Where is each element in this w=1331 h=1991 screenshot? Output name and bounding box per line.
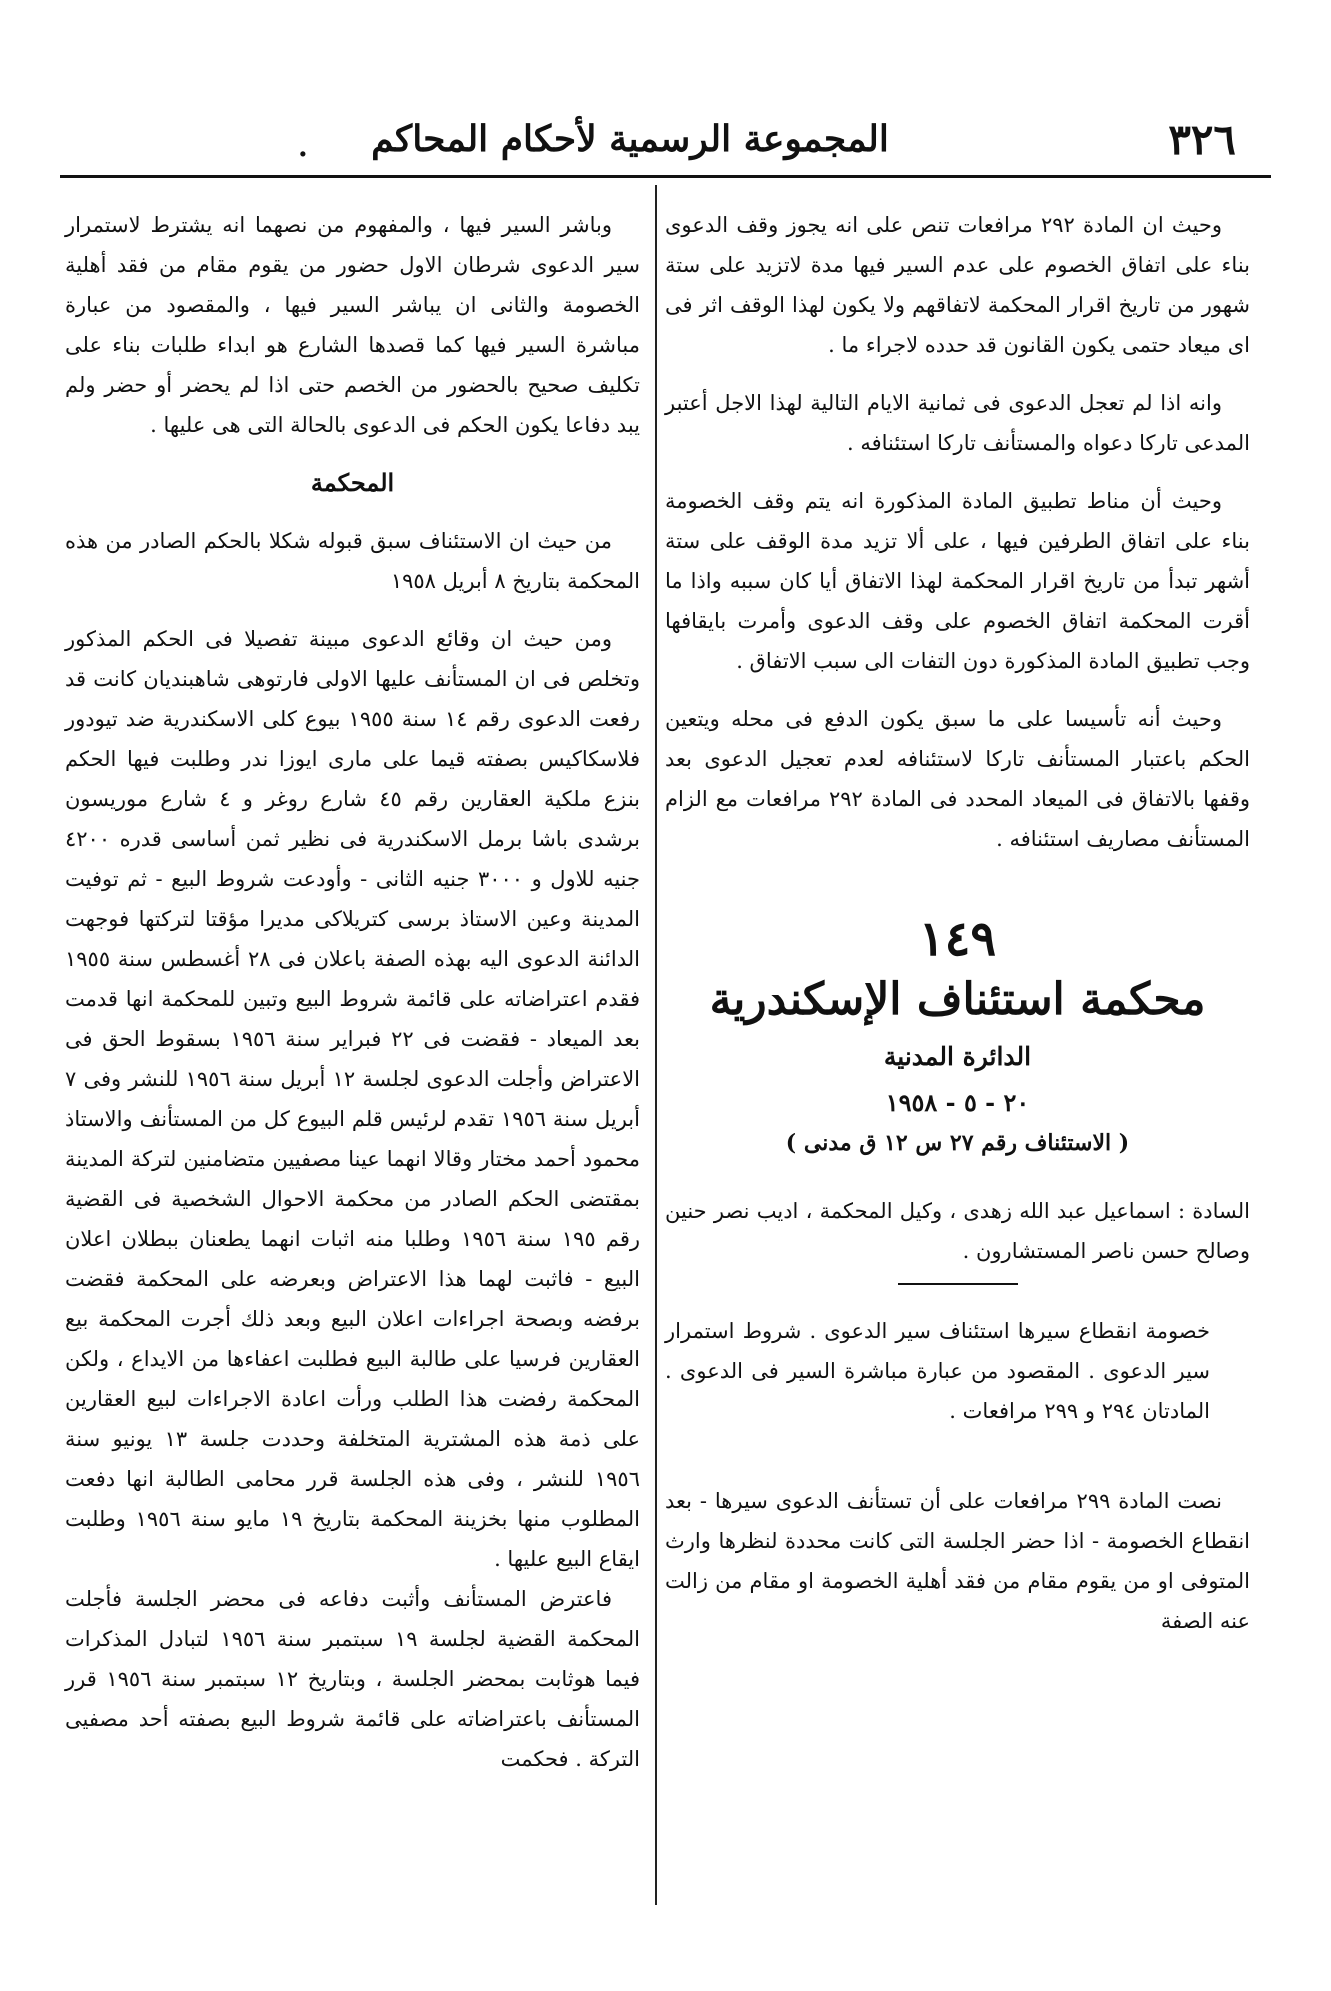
judges-list: السادة : اسماعيل عبد الله زهدى ، وكيل المحكمة ، اديب نصر حنين وصالح حسن ناصر المستشارون . bbox=[665, 1199, 1250, 1263]
circuit-name: الدائرة المدنية bbox=[883, 1042, 1032, 1071]
right-column bbox=[665, 205, 1250, 1659]
appeal-reference: ( الاستئناف رقم ٢٧ س ١٢ ق مدنى ) bbox=[785, 1130, 1130, 1156]
column-divider bbox=[655, 185, 657, 1905]
case-number: ١٤٩ bbox=[918, 911, 997, 967]
paragraph: وحيث أنه تأسيسا على ما سبق يكون الدفع فى محله ويتعين الحكم باعتبار المستأنف تاركا لاستئنافه لعدم تعجيل الدعوى بعد وقفها بالاتفاق فى الميعاد المحدد فى المادة ٢٩٢ مرافعات مع الزام المستأنف مصاريف استئنافه . bbox=[665, 707, 1250, 851]
header-dot: . bbox=[298, 130, 308, 163]
paragraph: وحيث ان المادة ٢٩٢ مرافعات تنص على انه يجوز وقف الدعوى بناء على اتفاق الخصوم على عدم السير فيها مدة لاتزيد على ستة شهور من تاريخ اقرار المحكمة لاتفاقهم ولا يكون لهذا الوقف اثر فى اى ميعاد حتمى يكون القانون قد حدده لاجراء ما . bbox=[665, 213, 1250, 357]
paragraph: ومن حيث ان وقائع الدعوى مبينة تفصيلا فى الحكم المذكور وتخلص فى ان المستأنف عليها الاولى فارتوهى شاهبنديان كانت قد رفعت الدعوى رقم ١٤ سنة ١٩٥٥ بيوع كلى الاسكندرية ضد تيودور فلاسكاكيس بصفته قيما على مارى ايوزا ندر وطلبت فيها الحكم بنزع ملكية العقارين رقم ٤٥ شارع روغر و ٤ شارع موريسون برشدى باشا برمل الاسكندرية فى نظير ثمن أساسى قدره ٤٢٠٠ جنيه للاول و ٣٠٠٠ جنيه الثانى - وأودعت شروط البيع - ثم توفيت المدينة وعين الاستاذ برسى كتريلاكى مديرا مؤقتا لتركتها فوجهت الدائنة الدعوى اليه بهذه الصفة باعلان فى ٢٨ أغسطس سنة ١٩٥٥ فقدم اعتراضاته على قائمة شروط البيع وتبين للمحكمة انها قدمت بعد الميعاد - فقضت فى ٢٢ فبراير سنة ١٩٥٦ بسقوط الحق فى الاعتراض وأجلت الدعوى لجلسة ١٢ أبريل سنة ١٩٥٦ للنشر وفى ٧ أبريل سنة ١٩٥٦ تقدم لرئيس قلم البيوع كل من المستأنف والاستاذ محمود أحمد مختار وقالا انهما عينا مصفيين متضامنين لتركة المدينة بمقتضى الحكم الصادر من محكمة الاحوال الشخصية فى القضية رقم ١٩٥ سنة ١٩٥٦ وطلبا منه اثبات انهما يطعنان ببطلان اعلان البيع - فاثبت لهما هذا الاعتراض وبعرضه على المحكمة فقضت برفضه وبصحة اجراءات اعلان البيع وبعد ذلك أجرت المحكمة بيع العقارين فرسيا على طالبة البيع فطلبت اعفاءها من الايداع ، ولكن المحكمة رفضت هذا الطلب ورأت اعادة الاجراءات لبيع العقارين على ذمة هذه المشترية المتخلفة وحددت جلسة ١٣ يونيو سنة ١٩٥٦ للنشر ، وفى هذه الجلسة قرر محامى الطالبة انها دفعت المطلوب منها بخزينة المحكمة بتاريخ ١٩ مايو سنة ١٩٥٦ وطلبت ايقاع البيع عليها . bbox=[65, 627, 641, 1571]
headnote: خصومة انقطاع سيرها استئناف سير الدعوى . شروط استمرار سير الدعوى . المقصود من عبارة مباشرة السير فى الدعوى . المادتان ٢٩٤ و ٢٩٩ مرافعات . bbox=[665, 1319, 1210, 1423]
journal-title: المجموعة الرسمية لأحكام المحاكم bbox=[371, 118, 889, 160]
paragraph: نصت المادة ٢٩٩ مرافعات على أن تستأنف الدعوى سيرها - بعد انقطاع الخصومة - اذا حضر الجلسة التى كانت محددة لنظرها وارث المتوفى او من يقوم مقام من فقد أهلية الخصومة او مقام من زالت عنه الصفة bbox=[665, 1489, 1250, 1633]
judgment-date: ٢٠ - ٥ - ١٩٥٨ bbox=[885, 1088, 1030, 1117]
paragraph: وانه اذا لم تعجل الدعوى فى ثمانية الايام التالية لهذا الاجل أعتبر المدعى تاركا دعواه والمستأنف تاركا استئنافه . bbox=[665, 391, 1250, 455]
paragraph: وحيث أن مناط تطبيق المادة المذكورة انه يتم وقف الخصومة بناء على اتفاق الطرفين فيها ، على ألا تزيد مدة الوقف على ستة أشهر تبدأ من تاريخ اقرار المحكمة لهذا الاتفاق أيا كان سببه واذا ما أقرت المحكمة اتفاق الخصوم على وقف الدعوى وأمرت بايقافها وجب تطبيق المادة المذكورة دون التفات الى سبب الاتفاق . bbox=[665, 489, 1250, 673]
separator-rule bbox=[898, 1283, 1018, 1285]
paragraph: وباشر السير فيها ، والمفهوم من نصهما انه يشترط لاستمرار سير الدعوى شرطان الاول حضور من يقوم مقام من فقد أهلية الخصومة والثانى ان يباشر السير فيها ، والمقصود من عبارة مباشرة السير فيها كما قصدها الشارع هو ابداء طلبات بناء على تكليف صحيح بالحضور من الخصم حتى اذا لم يحضر أو حضر ولم يبد دفاعا يكون الحكم فى الدعوى بالحالة التى هى عليها . bbox=[65, 213, 640, 437]
paragraph: فاعترض المستأنف وأثبت دفاعه فى محضر الجلسة فأجلت المحكمة القضية لجلسة ١٩ سبتمبر سنة ١٩٥٦ لتبادل المذكرات فيما هوثابت بمحضر الجلسة ، وبتاريخ ١٢ سبتمبر سنة ١٩٥٦ قرر المستأنف باعتراضاته على قائمة شروط البيع بصفته أحد مصفيى التركة . فحكمت bbox=[65, 1587, 641, 1771]
paragraph: من حيث ان الاستئناف سبق قبوله شكلا بالحكم الصادر من هذه المحكمة بتاريخ ٨ أبريل ١٩٥٨ bbox=[65, 529, 640, 593]
left-column bbox=[65, 205, 640, 1797]
header-rule bbox=[60, 175, 1271, 178]
section-heading: المحكمة bbox=[310, 468, 395, 497]
court-name: محكمة استئناف الإسكندرية bbox=[709, 974, 1206, 1025]
page-number: ٣٢٦ bbox=[1168, 115, 1236, 164]
